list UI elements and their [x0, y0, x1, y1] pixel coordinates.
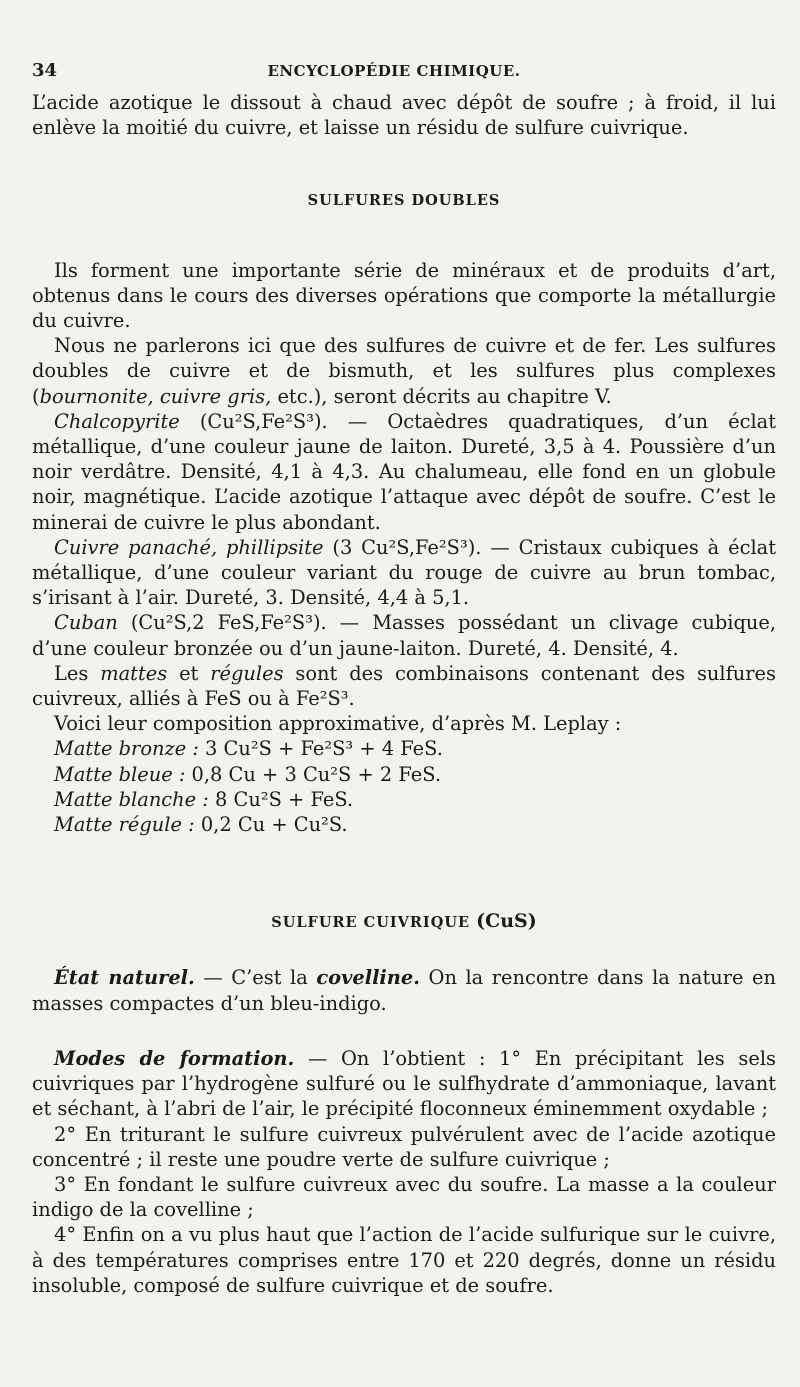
mineral-name-chalcopyrite: Chalcopyrite [54, 409, 180, 433]
composition-name: Matte bleue : [54, 762, 186, 786]
paragraph-sulfures-scope [32, 333, 776, 409]
composition-formula: 0,2 Cu + Cu²S. [194, 813, 348, 837]
paragraph-composition-intro: Voici leur composition approximative, d’après M. Leplay : [54, 712, 622, 736]
paragraph-cuban [32, 610, 776, 660]
paragraph-method-3: 3° En fondant le sulfure cuivreux avec du soufre. La masse a la couleur indigo de la covelline ; [32, 1172, 776, 1222]
subheading-modes-formation: Modes de formation. [54, 1046, 295, 1070]
composition-formula: 3 Cu²S + Fe²S³ + 4 FeS. [198, 737, 443, 761]
term-covelline: covelline. [316, 966, 420, 990]
intro-paragraph: L’acide azotique le dissout à chaud avec dépôt de soufre ; à froid, il lui enlève la moitié du cuivre, et laisse un résidu de sulfure cuivrique. [32, 91, 776, 140]
term-mattes: mattes [100, 661, 168, 685]
composition-line [32, 736, 776, 761]
mineral-description: (3 Cu²S,Fe²S³). — Cristaux cubiques à éclat métallique, d’une couleur variant du rouge de cuivre au brun tombac, s’irisant à l’air. Dureté, 3. Densité, 4,4 à 5,1. [32, 535, 776, 610]
paragraph-cuivre-panache [32, 535, 776, 611]
composition-formula: 8 Cu²S + FeS. [208, 787, 354, 811]
text-run: Les [54, 661, 101, 685]
subheading-etat-naturel: État naturel. [54, 966, 195, 990]
text-run: — On l’obtient : 1° En précipitant les sels cuivriques par l’hydrogène sulfuré ou le sulfhydrate d’ammoniaque, lavant et séchant, à l’abri de l’air, le précipité floconneux éminemment oxydable ; [32, 1046, 776, 1121]
term-bournonite-cuivre-gris: bournonite, cuivre gris, [39, 384, 272, 408]
mineral-description: (Cu²S,Fe²S³). — Octaèdres quadratiques, d’un éclat métallique, d’une couleur jaune de laiton. Dureté, 3,5 à 4. Poussière d’un noir verdâtre. Densité, 4,1 à 4,3. Au chalumeau, elle fond en un globule noir, magnétique. L’acide azotique l’attaque avec dépôt de soufre. C’est le minerai de cuivre le plus abondant. [32, 409, 776, 534]
page-header [32, 58, 776, 84]
composition-name: Matte bronze : [54, 737, 199, 761]
mineral-name-cuivre-panache: Cuivre panaché, phillipsite [54, 535, 324, 559]
paragraph-method-4: 4° Enfin on a vu plus haut que l’action de l’acide sulfurique sur le cuivre, à des températures comprises entre 170 et 220 degrés, donne un résidu insoluble, composé de sulfure cuivrique et de soufre. [32, 1223, 776, 1297]
text-run: Nous ne parlerons ici que des sulfures de cuivre et de fer. Les sulfures doubles de cuivre et de bismuth, et les sulfures plus complexes ( [32, 334, 776, 408]
running-title: ENCYCLOPÉDIE CHIMIQUE. [267, 62, 521, 80]
term-regules: régules [210, 661, 284, 685]
text-run: et [167, 661, 211, 685]
section-heading-sulfure-cuivrique [32, 909, 776, 935]
mineral-description: (Cu²S,2 FeS,Fe²S³). — Masses possédant un clivage cubique, d’une couleur bronzée ou d’un jaune-laiton. Dureté, 4. Densité, 4. [32, 611, 776, 660]
paragraph-chalcopyrite [32, 409, 776, 535]
paragraph-sulfures-doubles-intro: Ils forment une importante série de minéraux et de produits d’art, obtenus dans le cours des diverses opérations que comporte la métallurgie du cuivre. [32, 258, 776, 333]
paragraph-method-2: 2° En triturant le sulfure cuivreux pulvérulent avec de l’acide azotique concentré ; il reste une poudre verte de sulfure cuivrique ; [32, 1122, 776, 1171]
composition-name: Matte régule : [54, 813, 195, 837]
text-run: sont des combinaisons contenant des sulfures cuivreux, alliés à FeS ou à Fe²S³. [32, 661, 776, 711]
composition-line [32, 762, 776, 787]
composition-list [32, 736, 776, 837]
mineral-name-cuban: Cuban [54, 611, 118, 635]
composition-name: Matte blanche : [54, 787, 209, 811]
composition-line [32, 812, 776, 837]
section-heading-sulfures-doubles: SULFURES DOUBLES [307, 192, 501, 210]
heading-text: SULFURE CUIVRIQUE [271, 914, 471, 932]
composition-formula: 0,8 Cu + 3 Cu²S + 2 FeS. [185, 762, 442, 786]
paragraph-modes-formation [32, 1046, 776, 1122]
heading-formula: (CuS) [476, 910, 537, 933]
page-number: 34 [32, 60, 58, 81]
composition-line [32, 787, 776, 812]
paragraph-mattes-regules [32, 661, 776, 711]
text-run: etc.), seront décrits au chapitre V. [271, 384, 612, 408]
document-page [32, 58, 776, 1298]
paragraph-etat-naturel [32, 965, 776, 1015]
text-run: — C’est la [194, 966, 317, 990]
text-run: On la rencontre dans la nature en masses compactes d’un bleu-indigo. [32, 966, 776, 1015]
